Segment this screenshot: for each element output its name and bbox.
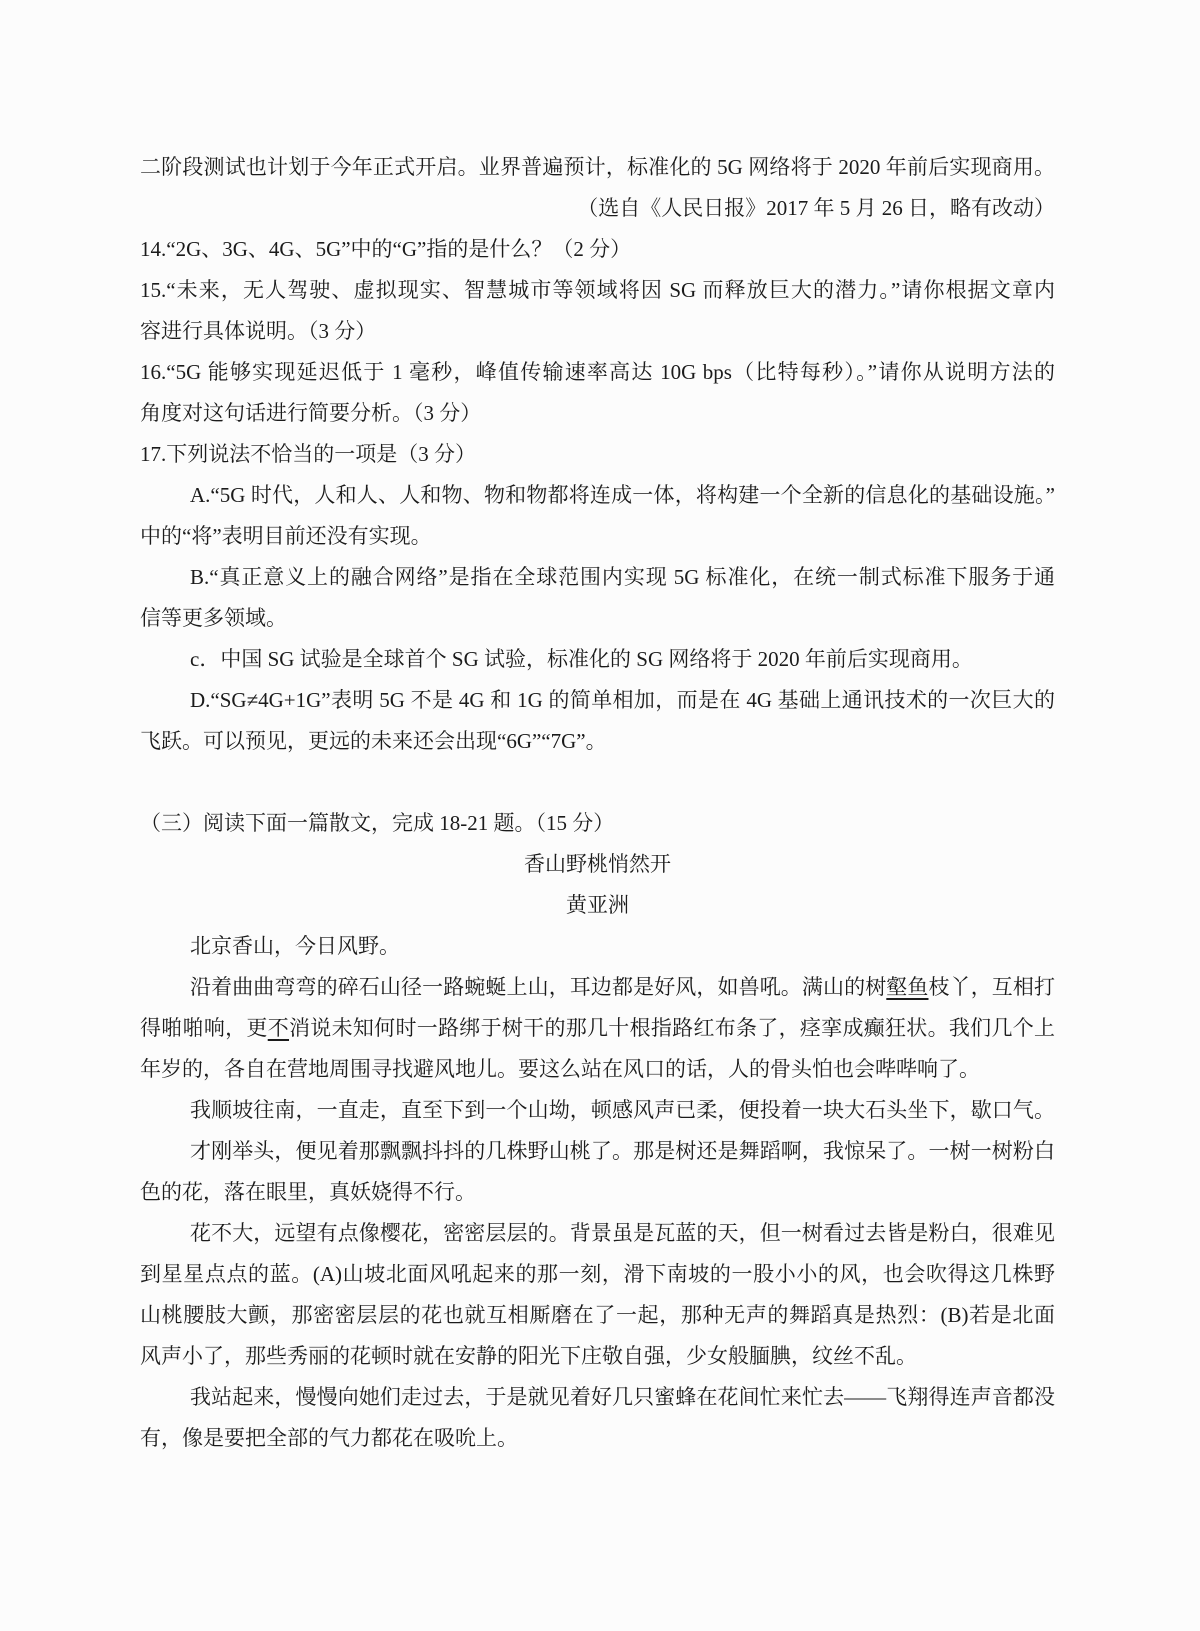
underlined-word: 不 (267, 1016, 290, 1040)
option-a: A.“5G 时代，人和人、人和物、物和物都将连成一体，将构建一个全新的信息化的基础设施。” (190, 483, 1055, 507)
essay-para-2-line-3: 年岁的，各自在营地周围寻找避风地儿。要这么站在风口的话，人的骨头怕也会哔哔响了。 (140, 1057, 980, 1081)
text-segment: 沿着曲曲弯弯的碎石山径一路蜿蜒上山，耳边都是好风，如兽吼。满山的树 (190, 975, 887, 999)
question-15-cont: 容进行具体说明。（3 分） (140, 319, 377, 343)
essay-para-6-line-2: 有，像是要把全部的气力都花在吸吮上。 (140, 1426, 518, 1450)
essay-author: 黄亚洲 (566, 893, 629, 917)
blank-line (140, 762, 1055, 803)
section-heading: （三）阅读下面一篇散文，完成 18-21 题。（15 分） (140, 811, 615, 835)
option-d: D.“SG≠4G+1G”表明 5G 不是 4G 和 1G 的简单相加，而是在 4G 基础上通讯技术的一次巨大的 (190, 688, 1055, 712)
option-b: B.“真正意义上的融合网络”是指在全球范围内实现 5G 标准化，在统一制式标准下服务于通 (190, 565, 1055, 589)
exam-page (140, 147, 1055, 1459)
essay-para-2-line-1 (140, 967, 1055, 1008)
question-16: 16.“5G 能够实现延迟低于 1 毫秒，峰值传输速率高达 10G bps（比特每秒）。”请你从说明方法的 (140, 360, 1055, 384)
essay-para-4-line-2: 色的花，落在眼里，真妖娆得不行。 (140, 1180, 476, 1204)
text-segment: 枝丫，互相打 (928, 975, 1055, 999)
essay-title: 香山野桃悄然开 (524, 852, 671, 876)
question-17: 17.下列说法不恰当的一项是（3 分） (140, 442, 476, 466)
essay-para-5-line-2: 到星星点点的蓝。(A)山坡北面风吼起来的那一刻，滑下南坡的一股小小的风，也会吹得这几株野 (140, 1262, 1055, 1286)
text-segment: 消说未知何时一路绑于树干的那几十根指路红布条了，痉挛成癫狂状。我们几个上 (289, 1016, 1056, 1040)
essay-para-5-line-3: 山桃腰肢大颤，那密密层层的花也就互相厮磨在了一起，那种无声的舞蹈真是热烈：(B)若是北面 (140, 1303, 1055, 1327)
source-attribution: （选自《人民日报》2017 年 5 月 26 日，略有改动） (577, 196, 1055, 220)
question-16-cont: 角度对这句话进行简要分析。（3 分） (140, 401, 482, 425)
question-15: 15.“未来，无人驾驶、虚拟现实、智慧城市等领域将因 SG 而释放巨大的潜力。”请你根据文章内 (140, 278, 1055, 302)
option-d-cont: 飞跃。可以预见，更远的未来还会出现“6G”“7G”。 (140, 729, 607, 753)
essay-para-1: 北京香山，今日风野。 (190, 934, 400, 958)
question-14: 14.“2G、3G、4G、5G”中的“G”指的是什么？（2 分） (140, 237, 632, 261)
passage-tail-line: 二阶段测试也计划于今年正式开启。业界普遍预计，标准化的 5G 网络将于 2020 年前后实现商用。 (140, 155, 1055, 179)
essay-para-4-line-1: 才刚举头，便见着那飘飘抖抖的几株野山桃了。那是树还是舞蹈啊，我惊呆了。一树一树粉白 (190, 1139, 1055, 1163)
essay-para-5-line-4: 风声小了，那些秀丽的花顿时就在安静的阳光下庄敬自强，少女般腼腆，纹丝不乱。 (140, 1344, 917, 1368)
essay-para-3: 我顺坡往南，一直走，直至下到一个山坳，顿感风声已柔，便投着一块大石头坐下，歇口气。 (190, 1098, 1055, 1122)
text-segment: 得啪啪响，更 (140, 1016, 268, 1040)
underlined-word: 壑鱼 (886, 975, 929, 999)
essay-para-6-line-1: 我站起来，慢慢向她们走过去，于是就见着好几只蜜蜂在花间忙来忙去——飞翔得连声音都没 (190, 1385, 1055, 1409)
essay-para-5-line-1: 花不大，远望有点像樱花，密密层层的。背景虽是瓦蓝的天，但一树看过去皆是粉白，很难见 (190, 1221, 1055, 1245)
option-a-cont: 中的“将”表明目前还没有实现。 (140, 524, 432, 548)
essay-para-2-line-2 (140, 1008, 1055, 1049)
option-b-cont: 信等更多领域。 (140, 606, 287, 630)
option-c: c．中国 SG 试验是全球首个 SG 试验，标准化的 SG 网络将于 2020 年前后实现商用。 (190, 647, 973, 671)
